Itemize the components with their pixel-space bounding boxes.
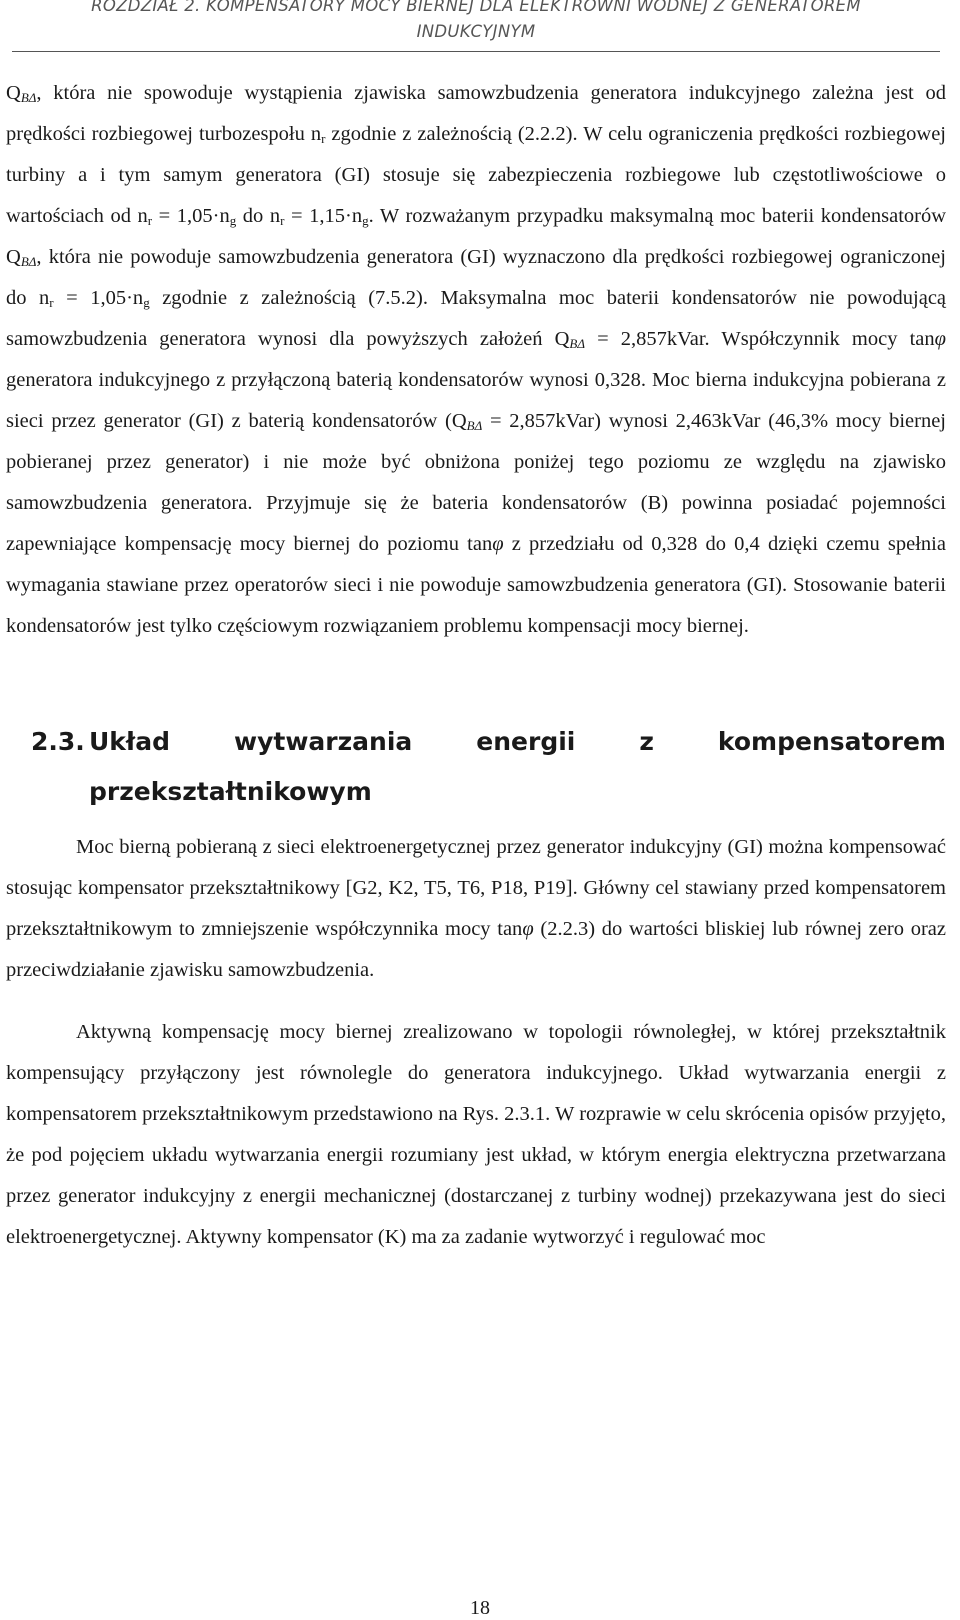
section-title-word: z [639, 727, 654, 756]
page-number: 18 [470, 1597, 490, 1619]
running-header-line1: ROZDZIAŁ 2. KOMPENSATORY MOCY BIERNEJ DLA ELEKTROWNI WODNEJ Z GENERATOREM [91, 0, 861, 15]
running-header [6, 0, 946, 45]
paragraph-converter-compensation: Moc bierną pobieraną z sieci elektroenergetycznej przez generator indukcyjny (GI) można kompensować stosując kompensator przekształtnikowy [G2, K2, T5, T6, P18, P19]. Główny cel stawiany przed kompensatorem przekształtnikowym to zmniejszenie współczynnika mocy tanφ (2.2.3) do wartości bliskiej lub równej zero oraz przeciwdziałanie zjawisku samowzbudzenia. [6, 836, 946, 981]
section-title-word: energii [476, 727, 576, 756]
section-title-word: kompensatorem [717, 727, 946, 756]
paragraph-active-compensation: Aktywną kompensację mocy biernej zrealizowano w topologii równoległej, w której przekształtnik kompensujący przyłączony jest równolegle do generatora indukcyjnego. Układ wytwarzania energii z kompensatorem przekształtnikowym przedstawiono na Rys. 2.3.1. W rozprawie w celu skrócenia opisów przyjęto, że pod pojęciem układu wytwarzania energii rozumiany jest układ, w którym energia elektryczna przetwarzana przez generator indukcyjny z energii mechanicznej (dostarczanej z turbiny wodnej) przekazywana jest do sieci elektroenergetycznej. Aktywny kompensator (K) ma za zadanie wytworzyć i regulować moc [6, 1021, 946, 1248]
section-number: 2.3. Układ [31, 727, 170, 756]
running-header-line2: INDUKCYJNYM [416, 22, 536, 41]
section-title-word: wytwarzania [233, 727, 413, 756]
section-heading [6, 717, 946, 817]
section-heading-line2: przekształtnikowym [89, 777, 372, 806]
paragraph-capacitor-bank: $Q_{B\Delta}$, która nie spowoduje wystąpienia zjawiska samowzbudzenia generatora indukcyjnego zależna jest od prędkości rozbiegowej turbozespołu $n_r$ zgodnie z zależnością (2.2.2). W celu ograniczenia prędkości rozbiegowej turbiny a i tym samym generatora (GI) stosuje się zabezpieczenia rozbiegowe lub częstotliwościowe o wartościach od $n_r = 1,05\cdot n_g$ do $n_r = 1,15\cdot n_g$. W rozważanym przypadku maksymalną moc baterii kondensatorów $Q_{B\Delta}$, która nie powoduje samowzbudzenia generatora (GI) wyznaczono dla prędkości rozbiegowej ograniczonej do $n_r = 1,05\cdot n_g$ zgodnie z zależnością (7.5.2). Maksymalna moc baterii kondensatorów nie powodującą samowzbudzenia generatora wynosi dla powyższych założeń $Q_{B\Delta}$ = 2,857kVar. Współczynnik mocy tanφ generatora indukcyjnego z przyłączoną baterią kondensatorów wynosi 0,328. Moc bierna indukcyjna pobierana z sieci przez generator (GI) z baterią kondensatorów ($Q_{B\Delta}$ = 2,857kVar) wynosi 2,463kVar (46,3% mocy biernej pobieranej przez generator) i nie może być obniżona poniżej tego poziomu ze względu na zjawisko samowzbudzenia generatora. Przyjmuje się że bateria kondensatorów (B) powinna posiadać pojemności zapewniające kompensację mocy biernej do poziomu tanφ z przedziału od 0,328 do 0,4 dzięki czemu spełnia wymagania stawiane przez operatorów sieci i nie powoduje samowzbudzenia generatora (GI). Stosowanie baterii kondensatorów jest tylko częściowym rozwiązaniem problemu kompensacji mocy biernej. [6, 82, 947, 637]
section-heading-line1 [31, 717, 946, 767]
header-divider [12, 51, 940, 52]
